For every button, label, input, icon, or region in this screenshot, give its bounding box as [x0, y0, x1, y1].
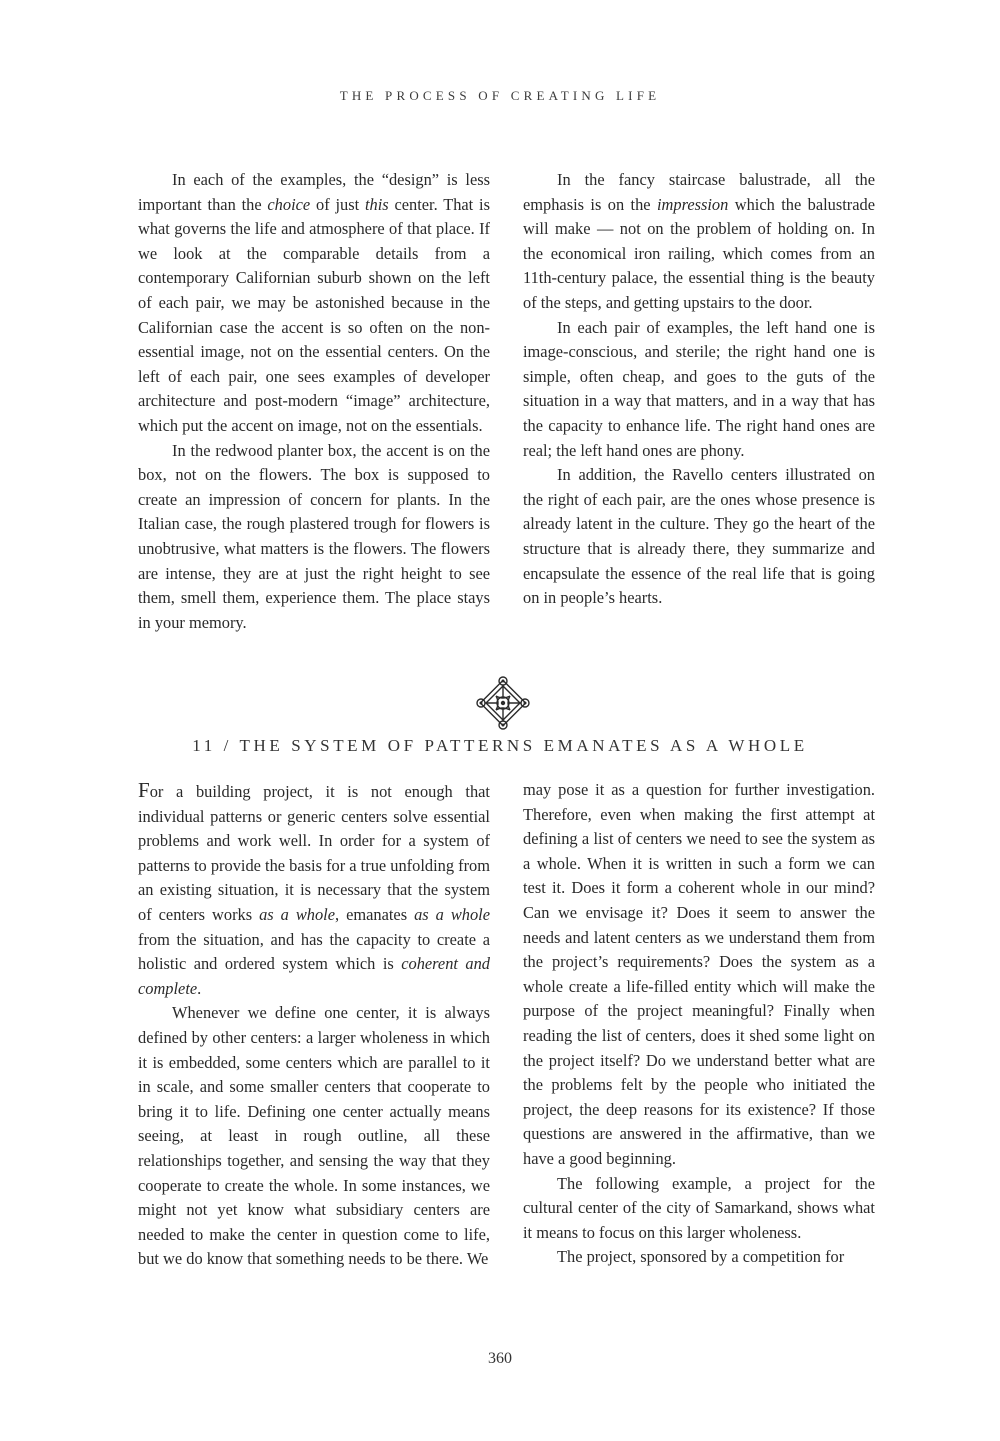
text-run: of just	[310, 194, 365, 214]
text-run: or a building project, it is not enough that individual patterns or generic centers solve essential problems and work well. In order for a system of patterns to provide the basis for a true unfolding from an existing situation, it is necessary that the system of centers works	[138, 782, 490, 924]
text-run: which the balustrade will make — not on the problem of holding on. In the economical iron railing, which comes from an 11th-century palace, the essential thing is the beauty of the steps, and getting upstairs to the door.	[523, 194, 875, 312]
text-run: from the situation, and has the capacity to create a holistic and ordered system which is	[138, 929, 490, 974]
paragraph	[138, 778, 490, 1001]
column-top-left	[138, 168, 490, 635]
paragraph-text	[138, 782, 490, 998]
italic-text: impression	[656, 194, 729, 214]
page-number: 360	[488, 1350, 512, 1367]
paragraph: Whenever we define one center, it is always defined by other centers: a larger wholeness in which it is embedded, some centers which are parallel to it in scale, and some smaller centers that cooperate to bring it to life. Defining one center actually means seeing, at least in rough outline, all these relationships together, and sensing the way that they cooperate to create the whole. In some instances, we might not yet know what subsidiary centers are needed to make the center in question come to life, but we do know that something needs to be there. We	[138, 1003, 490, 1269]
italic-text: choice	[267, 194, 311, 214]
section-title: 11 / THE SYSTEM OF PATTERNS EMANATES AS A WHOLE	[192, 736, 808, 755]
italic-text: as a whole	[259, 904, 336, 924]
text-run: .	[197, 978, 202, 998]
italic-text: coherent and complete	[138, 954, 490, 998]
column-bottom-right	[523, 778, 875, 1270]
ornament-divider-icon	[474, 674, 532, 732]
paragraph: In the redwood planter box, the accent is on the box, not on the flowers. The box is supposed to create an impression of concern for plants. In the Italian case, the rough plastered trough for flowers is unobtrusive, what matters is the flowers. The flowers are intense, they are at just the right height to see them, smell them, experience them. The place stays in your memory.	[138, 440, 490, 632]
text-run: , emanates	[335, 904, 415, 924]
text-run: In the fancy staircase balustrade, all the emphasis is on the	[523, 170, 875, 214]
paragraph: The following example, a project for the cultural center of the city of Samarkand, shows what it means to focus on this larger wholeness.	[523, 1173, 875, 1242]
paragraph	[138, 168, 490, 439]
column-top-right	[523, 168, 875, 611]
italic-text: this	[364, 194, 389, 214]
column-bottom-left	[138, 778, 490, 1272]
paragraph	[523, 168, 875, 316]
paragraph: may pose it as a question for further investigation. Therefore, even when making the first attempt at defining a list of centers we need to see the system as a whole. When it is written in such a form we can test it. Does it form a coherent whole in our mind? Can we envisage it? Does it seem to answer the needs and latent centers as we understand them from the project’s requirements? Does the system as a whole create a life-filled entity which will make the purpose of the project meaningful? Finally when reading the list of centers, does it shed some light on the project itself? Do we understand better what are the problems felt by the people who initiated the project, the deep reasons for its existence? If those questions are answered in the affirmative, than we have a good beginning.	[523, 780, 875, 1168]
italic-text: as a whole	[414, 904, 490, 924]
initial-letter: F	[138, 778, 150, 802]
paragraph: The project, sponsored by a competition for	[557, 1247, 845, 1267]
running-head: THE PROCESS OF CREATING LIFE	[339, 88, 661, 103]
text-run: center. That is what governs the life and atmosphere of that place. If we look at the comparable details from a contemporary Californian suburb shown on the left of each pair, we may be astonished because in the Californian case the accent is so often on the non-essential image, not on the essential centers. On the left of each pair, one sees examples of developer architecture and post-modern “image” architecture, which put the accent on image, not on the essentials.	[138, 194, 490, 435]
paragraph: In each pair of examples, the left hand one is image-conscious, and sterile; the right hand one is simple, often cheap, and goes to the guts of the situation in a way that matters, and in a way that has the capacity to enhance life. The right hand ones are real; the left hand ones are phony.	[523, 317, 875, 460]
paragraph: In addition, the Ravello centers illustrated on the right of each pair, are the ones whose presence is already latent in the culture. They go the heart of the structure that is already there, they summarize and encapsulate the essence of the real life that is going on in people’s hearts.	[523, 465, 875, 608]
text-run: In each of the examples, the “design” is less important than the	[138, 170, 490, 214]
